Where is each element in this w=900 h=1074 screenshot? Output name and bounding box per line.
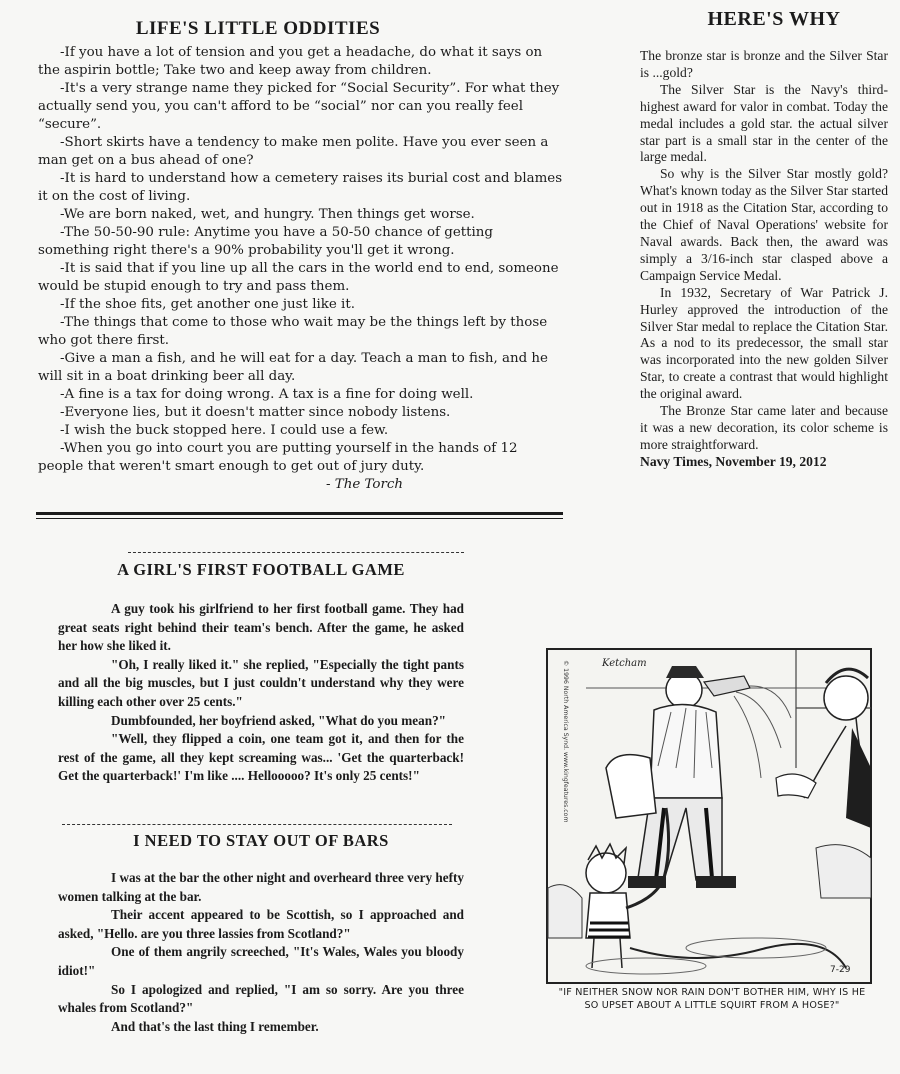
- section-divider-thick: [36, 512, 563, 515]
- oddity-item: -Everyone lies, but it doesn't matter since nobody listens.: [60, 405, 451, 420]
- oddity-item: -The 50-50-90 rule: Anytime you have a 50-50 chance of getting something right there's a 90% probability you'll get it wrong.: [38, 225, 493, 258]
- oddity-item: -It is hard to understand how a cemetery raises its burial cost and blames it on the cost of living.: [38, 171, 563, 204]
- oddity-item: -It's a very strange name they picked for “Social Security”. For what they actually send you, you can't afford to be “social” nor can you really feel “secure”.: [38, 81, 560, 132]
- bars-body: [58, 869, 464, 1036]
- football-article: [58, 560, 464, 786]
- dashed-rule-middle: [62, 824, 452, 825]
- oddities-title: LIFE'S LITTLE ODDITIES: [135, 18, 381, 39]
- football-title: A GIRL'S FIRST FOOTBALL GAME: [117, 560, 405, 579]
- football-body: [58, 600, 464, 786]
- bars-paragraph: So I apologized and replied, "I am so sorry. Are you three whales from Scotland?": [58, 981, 464, 1016]
- heres-why-paragraph: The bronze star is bronze and the Silver Star is ...gold?: [640, 48, 888, 80]
- oddities-body: [38, 44, 563, 494]
- bars-paragraph: Their accent appeared to be Scottish, so I approached and asked, "Hello. are you three lassies from Scotland?": [58, 907, 464, 941]
- heres-why-article: [640, 8, 888, 471]
- heres-why-source: Navy Times, November 19, 2012: [640, 453, 827, 469]
- cartoon-signature: Ketcham: [602, 658, 647, 669]
- heres-why-paragraph: So why is the Silver Star mostly gold? What's known today as the Silver Star started out in 1918 as the Citation Star, according to the Chief of Naval Operations' website for Naval awards. Back then, the award was simply a 3/16-inch star clasped above a Campaign Service Medal.: [640, 166, 888, 283]
- football-paragraph: "Well, they flipped a coin, one team got it, and then for the rest of the game, all they kept screaming was... 'Get the quarterback! Get the quarterback!' I'm like .... Hellooooo? It's only 25 cents!": [58, 731, 464, 784]
- cartoon-caption: "IF NEITHER SNOW NOR RAIN DON'T BOTHER HIM, WHY IS HE SO UPSET ABOUT A LITTLE SQUIRT FROM A HOSE?": [558, 987, 866, 1011]
- oddity-item: -I wish the buck stopped here. I could use a few.: [60, 423, 389, 438]
- oddity-item: -When you go into court you are putting yourself in the hands of 12 people that weren't smart enough to get out of jury duty.: [38, 441, 518, 474]
- section-divider-thin: [36, 518, 563, 519]
- heres-why-paragraph: The Silver Star is the Navy's third-highest award for valor in combat. Today the medal includes a gold star. the actual silver star part is a small star in the center of the large medal.: [640, 81, 888, 165]
- oddities-article: [38, 18, 563, 494]
- bars-paragraph: I was at the bar the other night and overheard three very hefty women talking at the bar.: [58, 870, 464, 904]
- oddity-item: -The things that come to those who wait may be the things left by those who got there first.: [38, 315, 548, 348]
- heres-why-title: HERE'S WHY: [707, 8, 841, 30]
- oddity-item: -If the shoe fits, get another one just like it.: [60, 297, 355, 312]
- oddity-item: -Short skirts have a tendency to make men polite. Have you ever seen a man get on a bus ahead of one?: [38, 135, 549, 168]
- cartoon-date: 7-29: [830, 965, 851, 975]
- oddities-credit: - The Torch: [326, 477, 403, 492]
- cartoon-illustration: [546, 648, 872, 984]
- heres-why-body: [640, 48, 888, 471]
- heres-why-paragraph: In 1932, Secretary of War Patrick J. Hurley approved the introduction of the Silver Star medal to replace the Citation Star. As a nod to its predecessor, the small star was incorporated into the new golden Silver Star, to create a contrast that would highlight the original award.: [640, 284, 888, 402]
- football-paragraph: A guy took his girlfriend to her first football game. They had great seats right behind their team's bench. After the game, he asked her how she liked it.: [58, 601, 464, 654]
- bars-paragraph: One of them angrily screeched, "It's Wales, Wales you bloody idiot!": [58, 944, 464, 978]
- football-paragraph: Dumbfounded, her boyfriend asked, "What do you mean?": [111, 712, 446, 728]
- dashed-rule-top: [128, 552, 464, 553]
- bars-paragraph: And that's the last thing I remember.: [111, 1018, 319, 1034]
- oddity-item: -Give a man a fish, and he will eat for a day. Teach a man to fish, and he will sit in a boat drinking beer all day.: [38, 351, 548, 384]
- oddity-item: -If you have a lot of tension and you get a headache, do what it says on the aspirin bottle; Take two and keep away from children.: [38, 45, 543, 78]
- oddity-item: -A fine is a tax for doing wrong. A tax is a fine for doing well.: [60, 387, 474, 402]
- football-paragraph: "Oh, I really liked it." she replied, "Especially the tight pants and all the big muscles, but I just couldn't understand why they were killing each other over 25 cents.": [58, 656, 464, 709]
- cartoon-copyright: © 1996 North America Synd. www.kingfeatures.com: [562, 660, 569, 823]
- oddity-item: -We are born naked, wet, and hungry. Then things get worse.: [60, 207, 475, 222]
- bars-article: [58, 831, 464, 1036]
- heres-why-paragraph: The Bronze Star came later and because it was a new decoration, its color scheme is more straightforward.: [640, 403, 888, 452]
- bars-title: I NEED TO STAY OUT OF BARS: [133, 831, 389, 850]
- dennis-cartoon: [546, 648, 872, 1028]
- oddity-item: -It is said that if you line up all the cars in the world end to end, someone would be stupid enough to try and pass them.: [38, 261, 559, 294]
